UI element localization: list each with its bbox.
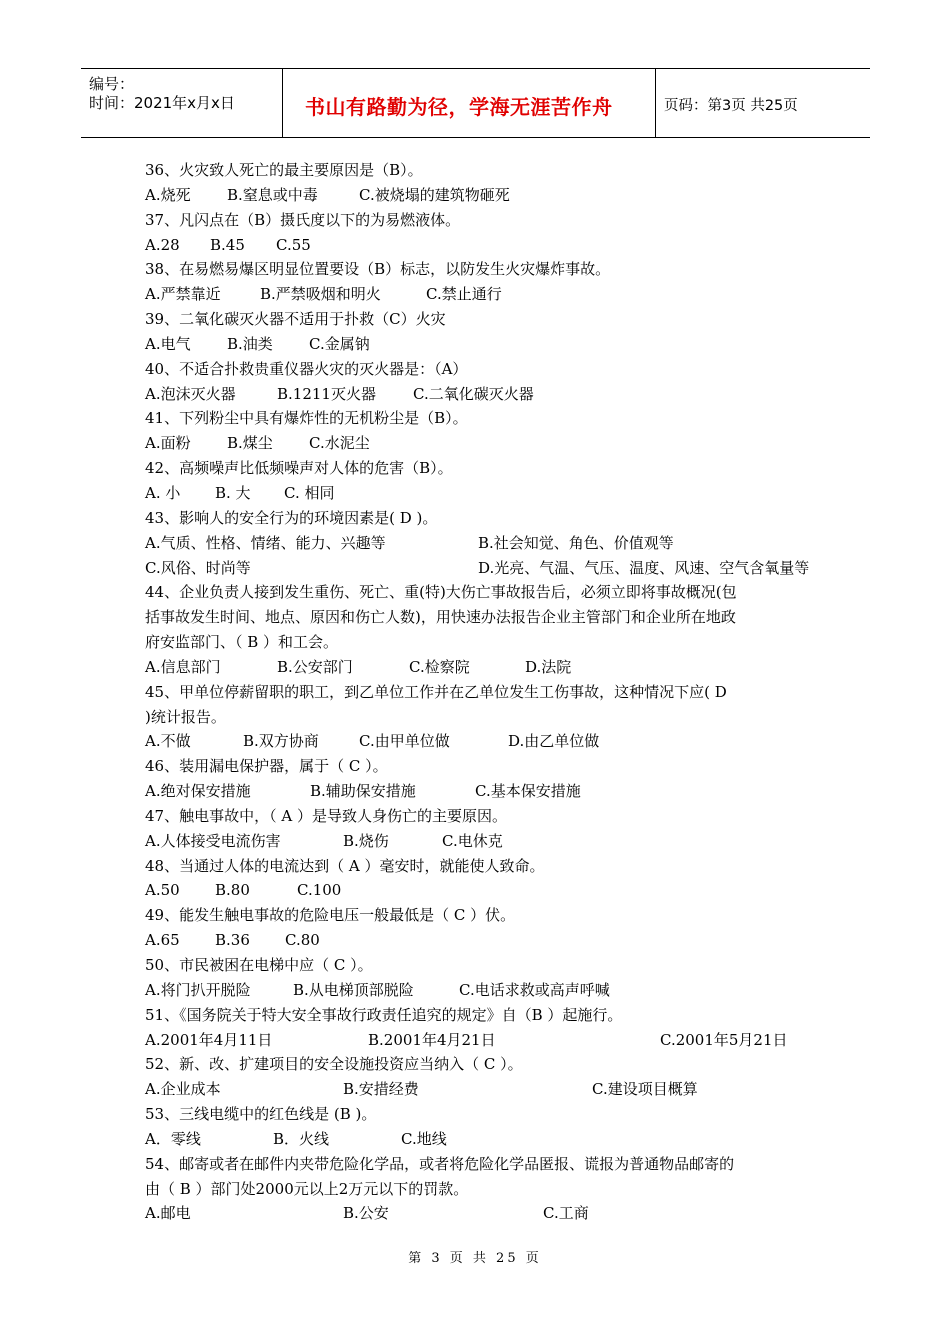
- question-text: 41、下列粉尘中具有爆炸性的无机粉尘是（B）。: [145, 409, 468, 428]
- answer-options-row: [145, 928, 810, 953]
- question-text: 51、《国务院关于特大安全事故行政责任追究的规定》自（B ）起施行。: [145, 1005, 623, 1024]
- question-text: 50、市民被困在电梯中应（ C ）。: [145, 956, 373, 974]
- answer-option: A.面粉: [145, 434, 191, 453]
- answer-options-row: [145, 531, 810, 556]
- question-text: 53、三线电缆中的红色线是 (B )。: [145, 1105, 377, 1124]
- answer-options-row: [145, 382, 810, 407]
- question-text: 44、企业负责人接到发生重伤、死亡、重(特)大伤亡事故报告后，必须立即将事故概况(包: [145, 583, 737, 602]
- answer-options-row: [145, 729, 810, 754]
- question-text: 括事故发生时间、地点、原因和伤亡人数)，用快速办法报告企业主管部门和企业所在地政: [145, 608, 736, 627]
- answer-option: A.泡沫灭火器: [145, 384, 236, 403]
- answer-options-row: [145, 655, 810, 680]
- answer-option: B.油类: [227, 334, 273, 353]
- answer-option: B.窒息或中毒: [227, 185, 318, 204]
- question-text: 37、凡闪点在（B）摄氏度以下的为易燃液体。: [145, 210, 461, 229]
- header-page-cell: [656, 69, 870, 137]
- answer-option: B.烧伤: [343, 831, 389, 850]
- answer-options-row: [145, 829, 810, 854]
- answer-options-row: [145, 1127, 810, 1152]
- answer-option: C.80: [285, 931, 320, 950]
- answer-option: A.邮电: [145, 1204, 191, 1223]
- answer-option: A. 小: [145, 483, 181, 502]
- answer-options-row: [145, 878, 810, 903]
- answer-option: B.1211灭火器: [277, 384, 376, 403]
- answer-option: C.工商: [543, 1204, 589, 1223]
- answer-options-row: [145, 481, 810, 506]
- answer-option: A.将门扒开脱险: [145, 980, 251, 999]
- answer-option: A.企业成本: [145, 1080, 221, 1099]
- answer-option: B．火线: [273, 1129, 330, 1148]
- answer-options-row: [145, 431, 810, 456]
- answer-option: C.禁止通行: [426, 285, 502, 304]
- answer-option: A.2001年4月11日: [145, 1030, 273, 1049]
- answer-option: D.由乙单位做: [508, 732, 600, 751]
- answer-option: B.双方协商: [243, 732, 319, 751]
- answer-option: D.法院: [525, 657, 572, 676]
- answer-options-row: [145, 1201, 810, 1226]
- header-page-label: 页码：第3页 共25页: [664, 98, 798, 114]
- answer-options-row: [145, 233, 810, 258]
- answer-option: C.由甲单位做: [359, 732, 450, 751]
- answer-option: C.金属钠: [309, 334, 370, 353]
- answer-option: C. 相同: [284, 483, 335, 502]
- answer-option: A.不做: [145, 732, 191, 751]
- answer-option: A.65: [145, 931, 180, 950]
- answer-option: C.55: [276, 235, 311, 254]
- document-date-label: 时间：2021年x月x日: [89, 94, 235, 112]
- answer-option: A.50: [145, 881, 180, 900]
- answer-option: C.检察院: [409, 657, 470, 676]
- question-text: )统计报告。: [145, 707, 226, 726]
- answer-option: B.36: [215, 931, 250, 950]
- answer-option: B.从电梯顶部脱险: [293, 980, 414, 999]
- answer-options-row: [145, 282, 810, 307]
- question-text: 38、在易燃易爆区明显位置要设（B）标志，以防发生火灾爆炸事故。: [145, 260, 611, 279]
- question-text: 36、火灾致人死亡的最主要原因是（B）。: [145, 161, 423, 179]
- answer-option: B.辅助保安措施: [310, 782, 416, 801]
- question-text: 39、二氧化碳灭火器不适用于扑救（C）火灾: [145, 310, 446, 329]
- answer-options-row: [145, 779, 810, 804]
- answer-options-row: [145, 1077, 810, 1102]
- question-text: 46、装用漏电保护器，属于（ C ）。: [145, 757, 388, 776]
- answer-option: A.28: [145, 235, 180, 254]
- question-text: 48、当通过人体的电流达到（ A ）毫安时，就能使人致命。: [145, 856, 545, 875]
- answer-option: C.二氧化碳灭火器: [413, 384, 534, 403]
- answer-options-row: [145, 332, 810, 357]
- answer-option: A.信息部门: [145, 657, 221, 676]
- answer-option: A.气质、性格、情绪、能力、兴趣等: [145, 533, 386, 552]
- answer-option: C.风俗、时尚等: [145, 558, 251, 577]
- header-motto-cell: [283, 69, 656, 137]
- answer-option: B. 大: [215, 483, 251, 502]
- question-text: 40、不适合扑救贵重仪器火灾的灭火器是：（A）: [145, 359, 468, 378]
- answer-option: C.电话求救或高声呼喊: [459, 980, 610, 999]
- answer-option: B.安措经费: [343, 1080, 419, 1099]
- answer-option: C.2001年5月21日: [660, 1030, 788, 1049]
- header-motto: 书山有路勤为径，学海无涯苦作舟: [305, 95, 613, 119]
- answer-option: B.社会知觉、角色、价值观等: [478, 533, 674, 552]
- answer-option: C.100: [297, 881, 342, 900]
- question-text: 47、触电事故中，（ A ）是导致人身伤亡的主要原因。: [145, 806, 507, 825]
- question-text: 49、能发生触电事故的危险电压一般最低是（ C ）伏。: [145, 906, 516, 925]
- answer-option: C.被烧塌的建筑物砸死: [359, 185, 510, 204]
- answer-option: D.光亮、气温、气压、温度、风速、空气含氧量等: [478, 558, 810, 577]
- answer-option: A．零线: [145, 1129, 201, 1148]
- answer-option: B.45: [210, 235, 245, 254]
- question-text: 45、甲单位停薪留职的职工，到乙单位工作并在乙单位发生工伤事故，这种情况下应( D: [145, 682, 727, 701]
- answer-option: C.建设项目概算: [592, 1080, 698, 1099]
- answer-options-row: [145, 556, 810, 581]
- answer-option: B.80: [215, 881, 250, 900]
- question-text: 54、邮寄或者在邮件内夹带危险化学品，或者将危险化学品匿报、谎报为普通物品邮寄的: [145, 1154, 735, 1173]
- question-text: 府安监部门、（ B ）和工会。: [145, 633, 339, 652]
- answer-option: B.公安: [343, 1204, 389, 1223]
- answer-option: A.人体接受电流伤害: [145, 831, 281, 850]
- question-text: 42、高频噪声比低频噪声对人体的危害（B）。: [145, 459, 453, 478]
- answer-option: B.严禁吸烟和明火: [260, 285, 381, 304]
- answer-options-row: [145, 1028, 810, 1053]
- answer-option: C.电休克: [442, 831, 503, 850]
- header-meta-cell: [81, 69, 283, 137]
- page-header: [81, 68, 870, 138]
- question-text: 由（ B ）部门处2000元以上2万元以下的罚款。: [145, 1179, 469, 1198]
- answer-option: C.水泥尘: [309, 434, 370, 453]
- answer-option: A.严禁靠近: [145, 285, 221, 304]
- answer-option: A.绝对保安措施: [145, 782, 251, 801]
- page-footer: 第 3 页 共 25 页: [408, 1251, 542, 1266]
- answer-options-row: [145, 978, 810, 1003]
- answer-option: B.煤尘: [227, 434, 273, 453]
- answer-option: B.公安部门: [277, 657, 353, 676]
- answer-option: C.地线: [401, 1129, 447, 1148]
- answer-option: A.电气: [145, 334, 191, 353]
- answer-option: B.2001年4月21日: [368, 1030, 496, 1049]
- question-list: [145, 158, 810, 1226]
- document-number-label: 编号：: [89, 75, 135, 93]
- question-text: 52、新、改、扩建项目的安全设施投资应当纳入（ C ）。: [145, 1055, 523, 1074]
- answer-options-row: [145, 183, 810, 208]
- answer-option: C.基本保安措施: [475, 782, 581, 801]
- question-text: 43、影响人的安全行为的环境因素是( D )。: [145, 508, 438, 527]
- answer-option: A.烧死: [145, 185, 191, 204]
